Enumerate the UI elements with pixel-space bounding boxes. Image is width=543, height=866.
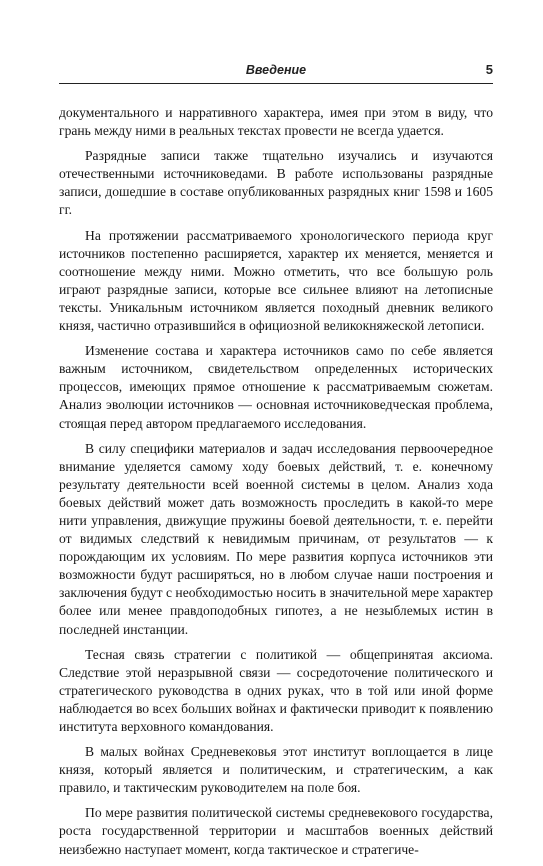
paragraph: На протяжении рассматриваемого хронологического периода круг источников постепенно расширяется, характер их меняется, меняется и соотношение между ними. Можно отметить, что все большую роль играют разрядные записи, которые все сильнее влияют на летописные тексты. Уникальным источником является походный дневник великого князя, частично отразившийся в официозной великокняжеской летописи. bbox=[59, 227, 493, 334]
paragraph: В малых войнах Средневековья этот институт воплощается в лице князя, который является и политическим, и стратегическим, а как правило, и тактическим руководителем на поле боя. bbox=[59, 744, 493, 796]
paragraph: Тесная связь стратегии с политикой — общепринятая аксиома. Следствие этой неразрывной связи — сосредоточение политического и стратегического руководства в одних руках, что в той или иной форме наблюдается во всех больших войнах и фактически приводит к появлению института верховного командования. bbox=[59, 646, 493, 734]
paragraph: документального и нарративного характера, имея при этом в виду, что грань между ними в реальных текстах провести не всегда удается. bbox=[59, 105, 493, 139]
paragraph: По мере развития политической системы средневекового государства, роста государственной территории и масштабов военных действий неизбежно наступает момент, когда тактическое и стратегиче- bbox=[59, 805, 493, 857]
paragraph: В силу специфики материалов и задач исследования первоочередное внимание уделяется самому ходу боевых действий, т. е. конечному результату деятельности всей военной системы в целом. Анализ хода боевых действий может дать возможность проследить в какой-то мере нити управления, движущие пружины боевой деятельности, т. е. перейти от видимых следствий к невидимым причинам, от результатов — к порождающим их условиям. По мере развития корпуса источников эти возможности будут расширяться, но в любом случае наши построения и заключения будут с необходимостью носить в значительной мере характер более или менее правдоподобных гипотез, а не незыблемых истин в последней инстанции. bbox=[59, 440, 493, 637]
page-number: 5 bbox=[485, 62, 493, 77]
running-title: Введение bbox=[245, 63, 307, 77]
paragraph: Изменение состава и характера источников само по себе является важным источником, свидетельством определенных исторических процессов, имеющих прямое отношение к рассматриваемым сюжетам. Анализ эволюции источников — основная источниковедческая проблема, стоящая перед автором предлагаемого исследования. bbox=[59, 343, 493, 431]
body-text bbox=[59, 104, 493, 866]
paragraph: Разрядные записи также тщательно изучались и изучаются отечественными источниковедами. В работе использованы разрядные записи, дошедшие в составе опубликованных разрядных книг 1598 и 1605 гг. bbox=[59, 148, 493, 218]
page-header bbox=[59, 57, 493, 84]
